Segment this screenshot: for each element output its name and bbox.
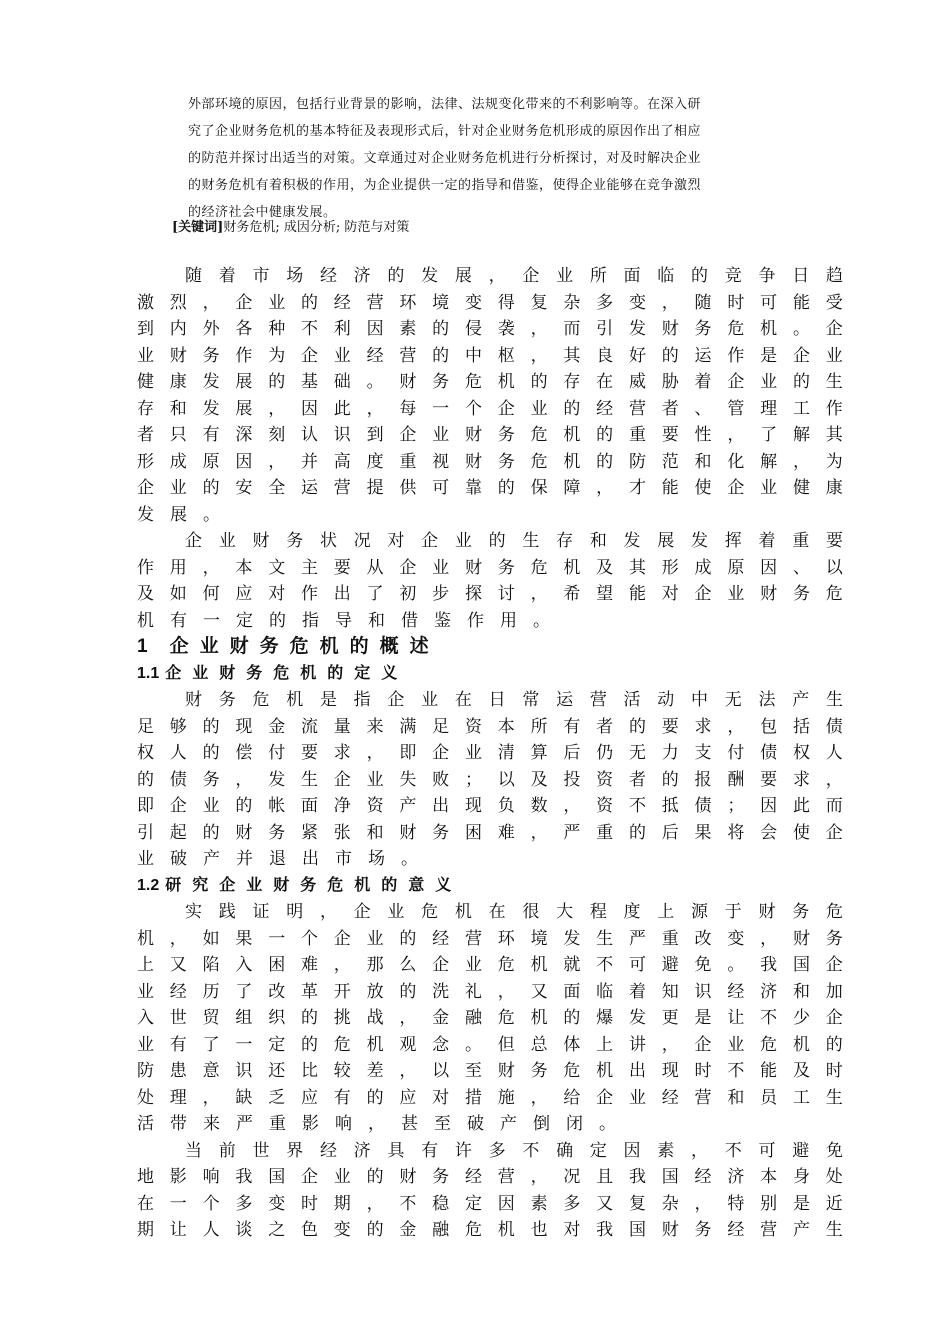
- text-line: 随 着 市 场 经 济 的 发 展 ， 企 业 所 面 临 的 竞 争 日 趋: [185, 266, 843, 286]
- text-line: 权 人 的 偿 付 要 求 ， 即 企 业 清 算 后 仍 无 力 支 付 债 权 人: [137, 743, 843, 763]
- paragraph: [137, 1138, 843, 1244]
- subsection-title: 企业财务危机的定义: [165, 664, 409, 682]
- section-heading: [137, 634, 843, 661]
- text-line: 及 如 何 应 对 作 出 了 初 步 探 讨 ， 希 望 能 对 企 业 财 务 危: [137, 584, 843, 604]
- text-line: 入 世 贸 组 织 的 挑 战 ， 金 融 危 机 的 爆 发 更 是 让 不 少 企: [137, 1008, 843, 1028]
- subsection-heading: [137, 661, 843, 688]
- text-line: 作 用 ， 本 文 主 要 从 企 业 财 务 危 机 及 其 形 成 原 因 、 以: [137, 557, 843, 578]
- text-line: 期 让 人 谈 之 色 变 的 金 融 危 机 也 对 我 国 财 务 经 营 产 生: [137, 1220, 843, 1240]
- text-line: 财 务 危 机 是 指 企 业 在 日 常 运 营 活 动 中 无 法 产 生: [185, 690, 843, 710]
- text-line: 发 展 。: [137, 504, 220, 525]
- abstract-line: 的财务危机有着积极的作用，为企业提供一定的指导和借鉴，使得企业能够在竞争激烈: [188, 178, 702, 193]
- text-line: 业 财 务 作 为 企 业 经 营 的 中 枢 ， 其 良 好 的 运 作 是 企 业: [137, 345, 843, 366]
- paragraph: [137, 899, 843, 1138]
- text-line: 企 业 财 务 状 况 对 企 业 的 生 存 和 发 展 发 挥 着 重 要: [185, 531, 843, 551]
- abstract-line: 外部环境的原因，包括行业背景的影响，法律、法规变化带来的不利影响等。在深入研: [188, 97, 702, 112]
- keywords-text: 财务危机; 成因分析; 防范与对策: [223, 220, 410, 235]
- paragraph: [137, 528, 843, 634]
- abstract-line: 的经济社会中健康发展。: [188, 205, 337, 220]
- text-line: 上 又 陷 入 困 难 ， 那 么 企 业 危 机 就 不 可 避 免 。 我 国 企: [137, 955, 843, 975]
- text-line: 机 ， 如 果 一 个 企 业 的 经 营 环 境 发 生 严 重 改 变 ， 财 务: [137, 928, 843, 949]
- text-line: 活 带 来 严 重 影 响 ， 甚 至 破 产 倒 闭 。: [137, 1114, 616, 1134]
- text-line: 当 前 世 界 经 济 具 有 许 多 不 确 定 因 素 ， 不 可 避 免: [185, 1140, 843, 1161]
- text-line: 到 内 外 各 种 不 利 因 素 的 侵 袭 ， 而 引 发 财 务 危 机 。 企: [137, 319, 843, 339]
- keywords: [172, 216, 409, 240]
- subsection-title: 研究企业财务危机的意义: [165, 876, 463, 894]
- text-line: 企 业 的 安 全 运 营 提 供 可 靠 的 保 障 ， 才 能 使 企 业 健 康: [137, 478, 843, 498]
- text-line: 存 和 发 展 ， 因 此 ， 每 一 个 企 业 的 经 营 者 、 管 理 工 作: [137, 398, 843, 419]
- abstract: [188, 91, 848, 226]
- text-line: 业 经 历 了 改 革 开 放 的 洗 礼 ， 又 面 临 着 知 识 经 济 和 加: [137, 981, 843, 1002]
- subsection-number: 1.2: [137, 876, 160, 894]
- section-number: 1: [137, 636, 148, 657]
- subsection-number: 1.1: [137, 664, 160, 682]
- abstract-line: 究了企业财务危机的基本特征及表现形式后，针对企业财务危机形成的原因作出了相应: [188, 124, 702, 139]
- text-line: 业 破 产 并 退 出 市 场 。: [137, 849, 418, 869]
- text-line: 防 患 意 识 还 比 较 差 ， 以 至 财 务 危 机 出 现 时 不 能 及 时: [137, 1061, 843, 1081]
- text-line: 引 起 的 财 务 紧 张 和 财 务 困 难 ， 严 重 的 后 果 将 会 使 企: [137, 822, 843, 843]
- text-line: 处 理 ， 缺 乏 应 有 的 应 对 措 施 ， 给 企 业 经 营 和 员 工 生: [137, 1087, 843, 1108]
- subsection-heading: [137, 873, 843, 900]
- text-line: 实 践 证 明 ， 企 业 危 机 在 很 大 程 度 上 源 于 财 务 危: [185, 902, 843, 922]
- text-line: 在 一 个 多 变 时 期 ， 不 稳 定 因 素 多 又 复 杂 ， 特 别 是 近: [137, 1193, 843, 1214]
- text-line: 者 只 有 深 刻 认 识 到 企 业 财 务 危 机 的 重 要 性 ， 了 解 其: [137, 425, 843, 445]
- section-title: 企业财务危机的概述: [169, 636, 440, 657]
- text-line: 形 成 原 因 ， 并 高 度 重 视 财 务 危 机 的 防 范 和 化 解 ， 为: [137, 451, 843, 472]
- abstract-line: 的防范并探讨出适当的对策。文章通过对企业财务危机进行分析探讨，对及时解决企业: [188, 151, 702, 166]
- text-line: 激 烈 ， 企 业 的 经 营 环 境 变 得 复 杂 多 变 ， 随 时 可 能 受: [137, 292, 843, 313]
- keywords-label: [关键词]: [172, 220, 224, 235]
- text-line: 健 康 发 展 的 基 础 。 财 务 危 机 的 存 在 威 胁 着 企 业 的 生: [137, 372, 843, 392]
- paragraph: [137, 263, 843, 528]
- paragraph: [137, 687, 843, 873]
- text-line: 机 有 一 定 的 指 导 和 借 鉴 作 用 。: [137, 610, 550, 631]
- text-line: 即 企 业 的 帐 面 净 资 产 出 现 负 数 ， 资 不 抵 债 ； 因 此 而: [137, 796, 843, 816]
- text-line: 业 有 了 一 定 的 危 机 观 念 。 但 总 体 上 讲 ， 企 业 危 机 的: [137, 1034, 843, 1055]
- body-text: [137, 263, 843, 1244]
- text-line: 地 影 响 我 国 企 业 的 财 务 经 营 ， 况 且 我 国 经 济 本 身 处: [137, 1167, 843, 1187]
- text-line: 的 债 务 ， 发 生 企 业 失 败 ； 以 及 投 资 者 的 报 酬 要 求 ，: [137, 769, 843, 790]
- text-line: 足 够 的 现 金 流 量 来 满 足 资 本 所 有 者 的 要 求 ， 包 括 债: [137, 716, 843, 737]
